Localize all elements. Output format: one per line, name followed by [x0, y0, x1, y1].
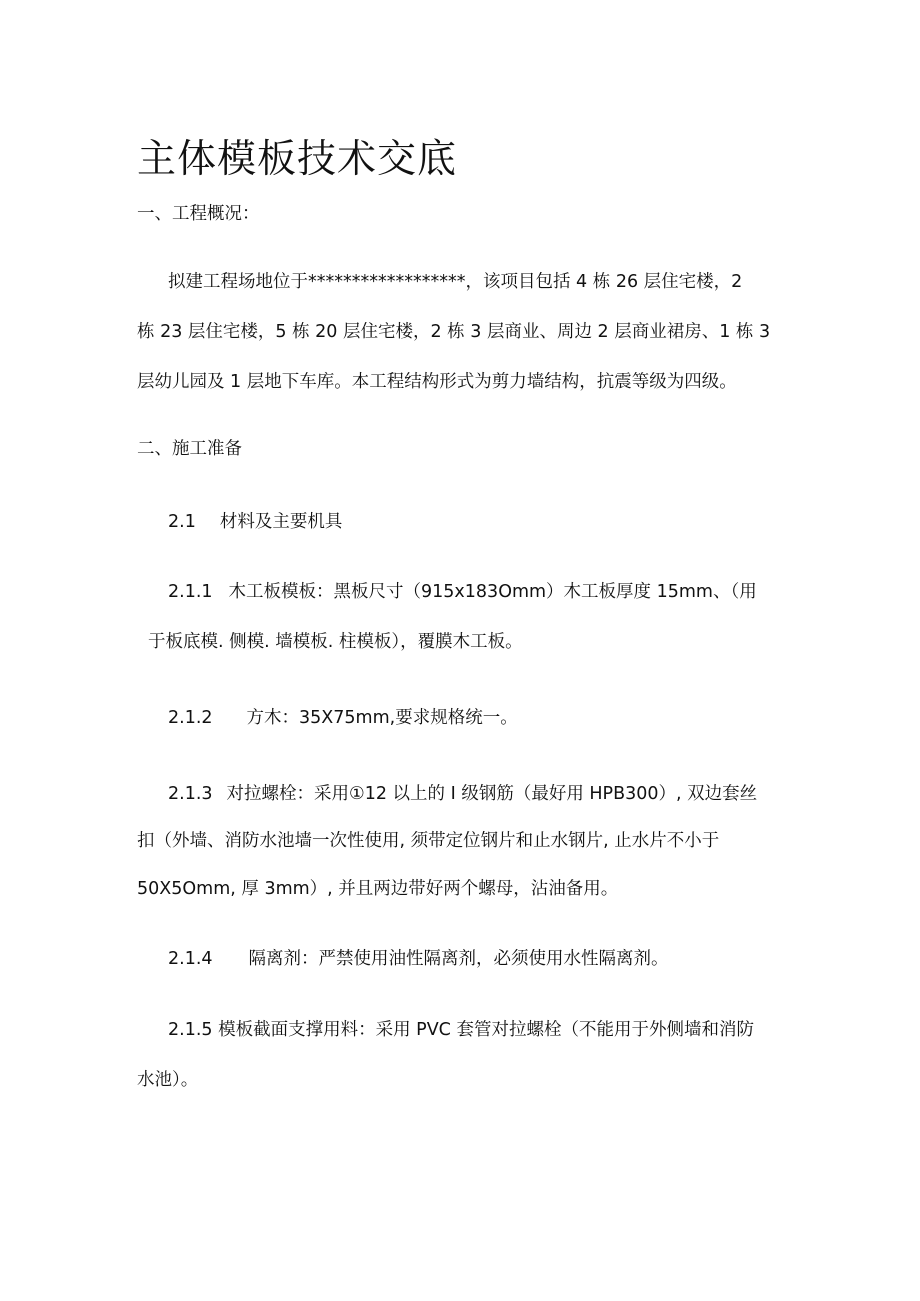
item-2-1-5-line-2: 水池）。	[137, 1070, 199, 1090]
subsection-2-1-number: 2.1	[168, 512, 196, 532]
item-2-1-4-number: 2.1.4	[168, 949, 213, 969]
item-2-1-3-line-3: 50X5Omm, 厚 3mm）, 并且两边带好两个螺母，沾油备用。	[137, 879, 619, 899]
item-2-1-2	[168, 706, 518, 730]
subsection-2-1-text: 材料及主要机具	[219, 512, 343, 532]
item-2-1-3-text: 对拉螺栓：采用①12 以上的 I 级钢筋（最好用 HPB300）, 双边套丝	[226, 784, 758, 804]
item-2-1-1-text: 木工板模板：黑板尺寸（915x183Omm）木工板厚度 15mm、（用	[228, 582, 757, 602]
section-1-para-line-1: 拟建工程场地位于******************，该项目包括 4 栋 26 层住宅楼，2	[168, 272, 743, 292]
item-2-1-3-number: 2.1.3	[168, 784, 213, 804]
section-1-para-line-3: 层幼儿园及 1 层地下车库。本工程结构形式为剪力墙结构，抗震等级为四级。	[137, 372, 737, 392]
subsection-2-1	[168, 510, 342, 534]
document-title: 主体模板技术交底	[137, 137, 458, 182]
item-2-1-2-text: 方木：35X75mm,要求规格统一。	[246, 708, 518, 728]
item-2-1-5-line-1: 2.1.5 模板截面支撑用料：采用 PVC 套管对拉螺栓（不能用于外侧墙和消防	[168, 1020, 754, 1040]
item-2-1-4	[168, 947, 669, 971]
section-1-para-line-2: 栋 23 层住宅楼，5 栋 20 层住宅楼，2 栋 3 层商业、周边 2 层商业裙房、1 栋 3	[137, 322, 771, 342]
item-2-1-3-line-2: 扣（外墙、消防水池墙一次性使用, 须带定位钢片和止水钢片, 止水片不小于	[137, 831, 720, 851]
item-2-1-1-line-2: 于板底模. 侧模. 墙模板. 柱模板），覆膜木工板。	[148, 632, 523, 652]
item-2-1-2-number: 2.1.2	[168, 708, 213, 728]
item-2-1-1-line-1	[168, 580, 757, 604]
section-1-heading: 一、工程概况：	[137, 204, 260, 224]
item-2-1-4-text: 隔离剂：严禁使用油性隔离剂，必须使用水性隔离剂。	[248, 949, 669, 969]
section-2-heading: 二、施工准备	[137, 439, 242, 459]
item-2-1-3-line-1	[168, 782, 757, 806]
item-2-1-1-number: 2.1.1	[168, 582, 213, 602]
